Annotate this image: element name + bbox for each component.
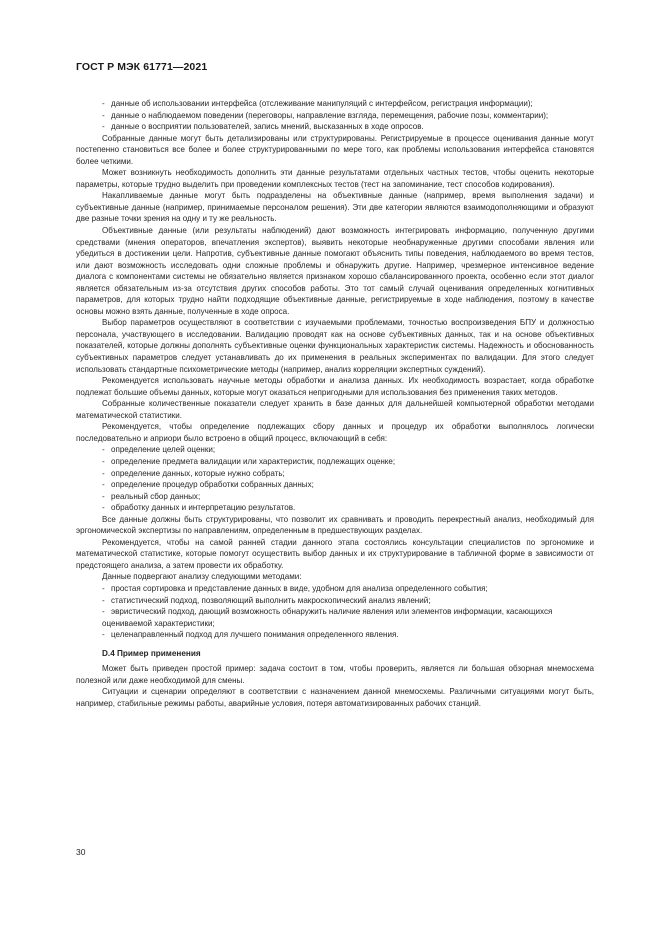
paragraph: Данные подвергают анализу следующими методами: [102, 572, 302, 582]
list-item [76, 606, 594, 629]
list-item-text: целенаправленный подход для лучшего понимания определенного явления. [111, 630, 399, 640]
list-item [76, 491, 594, 503]
paragraph: Может возникнуть необходимость дополнить эти данные результатами отдельных частных тестов, чтобы оценить некоторые параметры, которые трудно выделить при проведении комплексных тестов (тест на запоминание, тест способов кодирования). [76, 168, 594, 189]
list-item [76, 456, 594, 468]
document-body [76, 98, 594, 709]
list-dash: - [102, 595, 105, 605]
list-item-text: определение предмета валидации или характеристик, подлежащих оценке; [111, 456, 396, 466]
list-item [76, 583, 594, 595]
list-dash: - [102, 630, 105, 640]
list-item [76, 444, 594, 456]
paragraph: Объективные данные (или результаты наблюдений) дают возможность интегрировать информацию, полученную другими средствами (мнения операторов, впечатления экспертов), выявить некоторые необнаруженные другими способами явления или убедиться в достижении цели. Напротив, субъективные данные помогают объяснить типы поведения, наблюдаемого во время тестов, или дают возможность исследовать одни сложные проблемы и обнаружить другие. Например, чрезмерное интенсивное ведение диалога с компонентами системы не обязательно является признаком хорошо сбалансированного проекта, особенно если этот диалог является обязательным из-за отсутствия других способов работы. Это тот самый случай оценивания определенных когнитивных параметров, для которых трудно найти подходящие объективные данные, регистрируемые в ходе наблюдения, поэтому в качестве основы можно взять данные, полученные в ходе опроса. [76, 226, 594, 316]
list-dash: - [102, 99, 105, 108]
paragraph: Рекомендуется использовать научные методы обработки и анализа данных. Их необходимость возрастает, когда обработке подлежат большие объемы данных, которые могут оказаться непригодными для использования без применения таких методов. [76, 376, 594, 397]
list-item-text: данные о наблюдаемом поведении (переговоры, направление взгляда, перемещения, рабочие позы, комментарии); [111, 110, 549, 120]
list-dash: - [102, 583, 105, 593]
list-dash: - [102, 122, 105, 132]
paragraph: Ситуации и сценарии определяют в соответствии с назначением данной мнемосхемы. Различными ситуациями могут быть, например, стабильные режимы работы, аварийные условия, потеря автоматизированных рабочих станций. [76, 687, 594, 708]
list-item [76, 479, 594, 491]
list-item [76, 468, 594, 480]
list-item [76, 110, 594, 122]
list-item-text: определение данных, которые нужно собрать; [111, 468, 285, 478]
list-item-text: определение целей оценки; [111, 445, 216, 455]
list-item [76, 595, 594, 607]
list-dash: - [102, 468, 105, 478]
list-item-text: данные об использовании интерфейса (отслеживание манипуляций с интерфейсом, регистрация информации); [111, 99, 533, 108]
paragraph: Рекомендуется, чтобы на самой ранней стадии данного этапа состоялись консультации специалистов по эргономике и математической статистике, которые помогут осуществить выбор данных и их структурирование в табличной форме в зависимости от предстоящего анализа, а затем провести их обработку. [76, 537, 594, 570]
section-heading: D.4 Пример применения [102, 648, 201, 658]
paragraph: Собранные количественные показатели следует хранить в базе данных для дальнейшей компьютерной обработки методами математической статистики. [76, 399, 594, 420]
list-item-text: реальный сбор данных; [111, 491, 201, 501]
list-item-text: статистический подход, позволяющий выполнить макроскопический анализ явлений; [111, 595, 431, 605]
list-dash: - [102, 456, 105, 466]
list-dash: - [102, 110, 105, 120]
list-item-text: обработку данных и интерпретацию результатов. [111, 503, 296, 513]
list-item [76, 98, 594, 110]
list-dash: - [102, 607, 105, 617]
document-header: ГОСТ Р МЭК 61771—2021 [76, 61, 208, 73]
paragraph: Накапливаемые данные могут быть подразделены на объективные данные (например, время выполнения задачи) и субъективные данные (например, принимаемые персоналом решения). Эти две категории являются взаимодополняющими и образуют две разные точки зрения на одну и ту же реальность. [76, 191, 594, 224]
list-dash: - [102, 503, 105, 513]
list-item [76, 502, 594, 514]
paragraph: Может быть приведен простой пример: задача состоит в том, чтобы проверить, является ли большая обзорная мнемосхема полезной или даже необходимой для смены. [76, 664, 594, 685]
page-number: 30 [76, 847, 86, 857]
list-dash: - [102, 445, 105, 455]
paragraph: Все данные должны быть структурированы, что позволит их сравнивать и проводить перекрестный анализ, необходимый для эргономической экспертизы по направлениям, определенным в предшествующих разделах. [76, 514, 594, 536]
paragraph: Выбор параметров осуществляют в соответствии с изучаемыми проблемами, точностью воспроизведения БПУ и должностью персонала, участвующего в исследовании. Валидацию проводят как на основе субъективных данных, так и на основе объективных показателей, которые должны дополнять субъективные оценки функциональных характеристик системы. Надежность и обоснованность субъективных параметров следует устанавливать до их применения в реальных экспериментах по валидации. Для этого следует использовать стандартные психометрические методы (например, анализ корреляции экспертных суждений). [76, 318, 594, 374]
list-dash: - [102, 491, 105, 501]
list-item [76, 629, 594, 641]
list-item-text: определение процедур обработки собранных данных; [111, 480, 314, 490]
list-item-text: эвристический подход, дающий возможность обнаружить наличие явления или элементов информации, касающихся оцениваемой характеристики; [102, 607, 553, 628]
paragraph: Рекомендуется, чтобы определение подлежащих сбору данных и процедур их обработки выполнялось логически последовательно и априори было встроено в общий процесс, включающий в себя: [76, 422, 594, 443]
list-item [76, 121, 594, 133]
paragraph: Собранные данные могут быть детализированы или структурированы. Регистрируемые в процессе оценивания данные могут постепенно становиться все более и более структурированными по мере того, как проблемы использования интерфейса становятся более четкими. [76, 133, 594, 166]
list-item-text: простая сортировка и представление данных в виде, удобном для анализа определенного события; [111, 583, 488, 593]
list-dash: - [102, 480, 105, 490]
list-item-text: данные о восприятии пользователей, запись мнений, высказанных в ходе опросов. [111, 122, 424, 132]
